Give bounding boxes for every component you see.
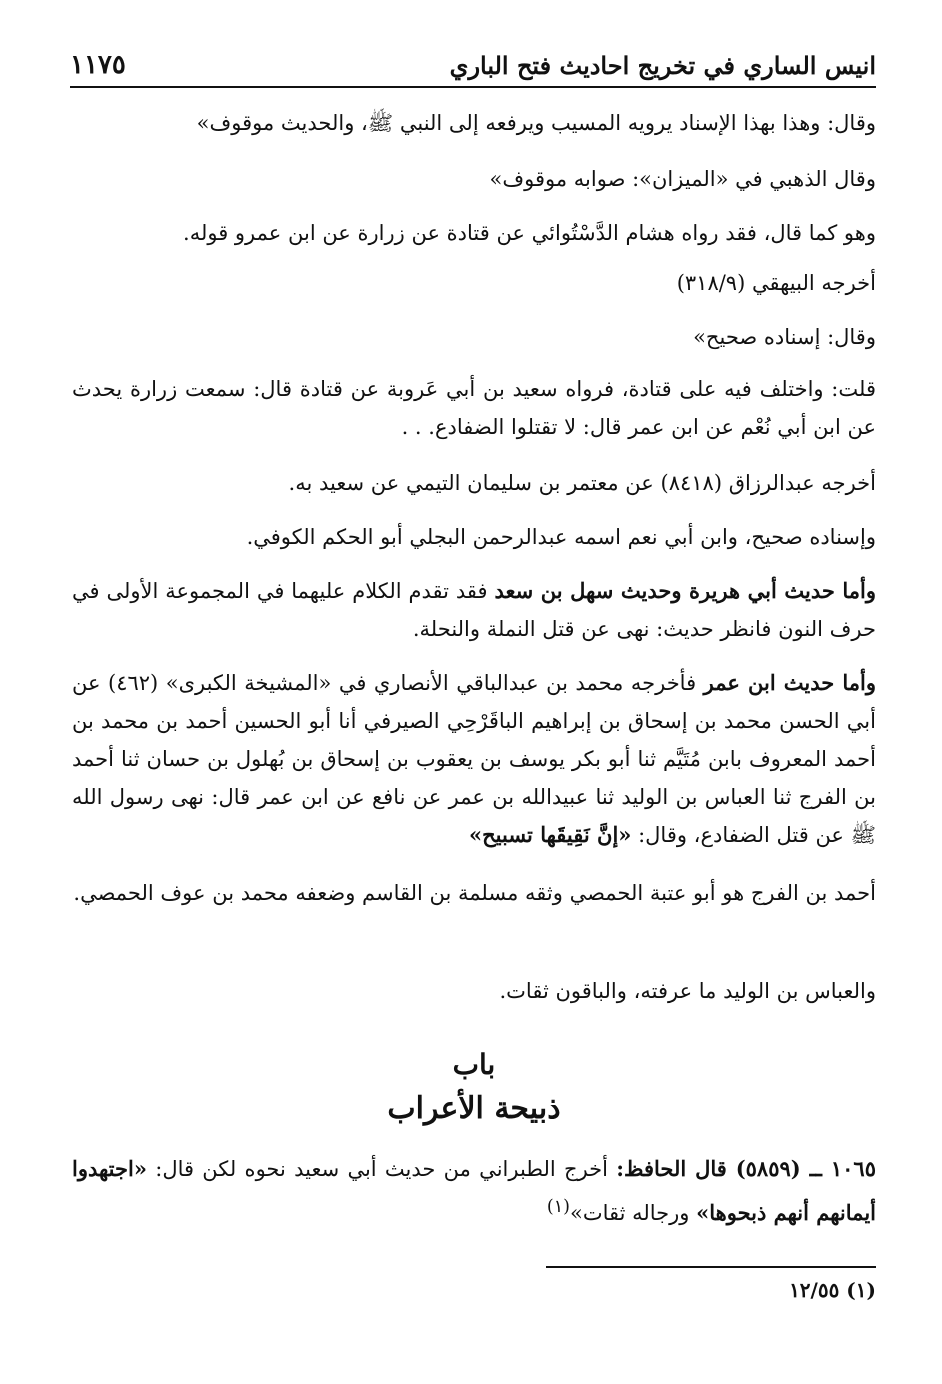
paragraph-10-lead: وأما حديث ابن عمر [703, 670, 876, 695]
paragraph-12: والعباس بن الوليد ما عرفته، والباقون ثقات. [499, 979, 876, 1003]
section-title: ذبيحة الأعراب [387, 1091, 561, 1126]
entry-text: أخرج الطبراني من حديث أبي سعيد نحوه لكن قال: [146, 1157, 617, 1181]
paragraph-5: وقال: إسناده صحيح» [693, 325, 876, 349]
footnote-divider [546, 1266, 876, 1268]
page-number: ١١٧٥ [70, 50, 126, 80]
entry-1065 [72, 1150, 876, 1232]
paragraph-9-lead: وأما حديث أبي هريرة وحديث سهل بن سعد [494, 578, 876, 603]
entry-tail: ورجاله ثقات» [569, 1201, 697, 1225]
paragraph-10-quote: «إنَّ نَقِيقَها تسبيح» [468, 822, 632, 847]
paragraph-4: أخرجه البيهقي (٣١٨/٩) [676, 271, 876, 295]
footnote: (١) ١٢/٥٥ [789, 1278, 876, 1302]
footnote-marker: (١) [546, 1197, 570, 1217]
paragraph-8: وإسناده صحيح، وابن أبي نعم اسمه عبدالرحمن البجلي أبو الحكم الكوفي. [246, 525, 876, 549]
running-title: انيس الساري في تخريج احاديث فتح الباري [449, 51, 876, 80]
paragraph-11: أحمد بن الفرج هو أبو عتبة الحمصي وثقه مسلمة بن القاسم وضعفه محمد بن عوف الحمصي. [73, 881, 876, 905]
paragraph-2: وقال الذهبي في «الميزان»: صوابه موقوف» [489, 167, 876, 191]
paragraph-10 [72, 664, 876, 854]
paragraph-1: وقال: وهذا بهذا الإسناد يرويه المسيب ويرفعه إلى النبي ﷺ، والحديث موقوف» [196, 111, 876, 135]
entry-number: ١٠٦٥ ــ (٥٨٥٩) قال الحافظ: [616, 1156, 876, 1181]
paragraph-9 [72, 572, 876, 648]
entry-quote: «اجتهدوا أيمانهم أنهم ذبحوها» [72, 1156, 876, 1225]
paragraph-3: وهو كما قال، فقد رواه هشام الدَّسْتُوائي عن قتادة عن زرارة عن ابن عمرو قوله. [183, 221, 876, 245]
paragraph-9-text: فقد تقدم الكلام عليهما في المجموعة الأولى في حرف النون فانظر حديث: نهى عن قتل النملة والنحلة. [72, 579, 876, 641]
section-label: باب [452, 1048, 496, 1081]
paragraph-10-text: فأخرجه محمد بن عبدالباقي الأنصاري في «المشيخة الكبرى» (٤٦٢) عن أبي الحسن محمد بن إسحاق بن إبراهيم الباقَرْحِي الصيرفي أنا أبو الحسين أحمد بن محمد بن أحمد المعروف بابن مُتَيَّم ثنا أبو بكر يوسف بن يعقوب بن إسحاق بن بُهلول بن حسان ثنا أحمد بن الفرج ثنا العباس بن الوليد ثنا عبيدالله بن عمر عن نافع عن ابن عمر قال: نهى رسول الله ﷺ عن قتل الضفادع، وقال: [72, 671, 876, 847]
page-header [70, 40, 876, 88]
paragraph-7: أخرجه عبدالرزاق (٨٤١٨) عن معتمر بن سليمان التيمي عن سعيد به. [288, 471, 876, 495]
paragraph-6: قلت: واختلف فيه على قتادة، فرواه سعيد بن أبي عَروبة عن قتادة قال: سمعت زرارة يحدث عن ابن أبي نُعْم عن ابن عمر قال: لا تقتلوا الضفادع. . . [72, 377, 876, 439]
